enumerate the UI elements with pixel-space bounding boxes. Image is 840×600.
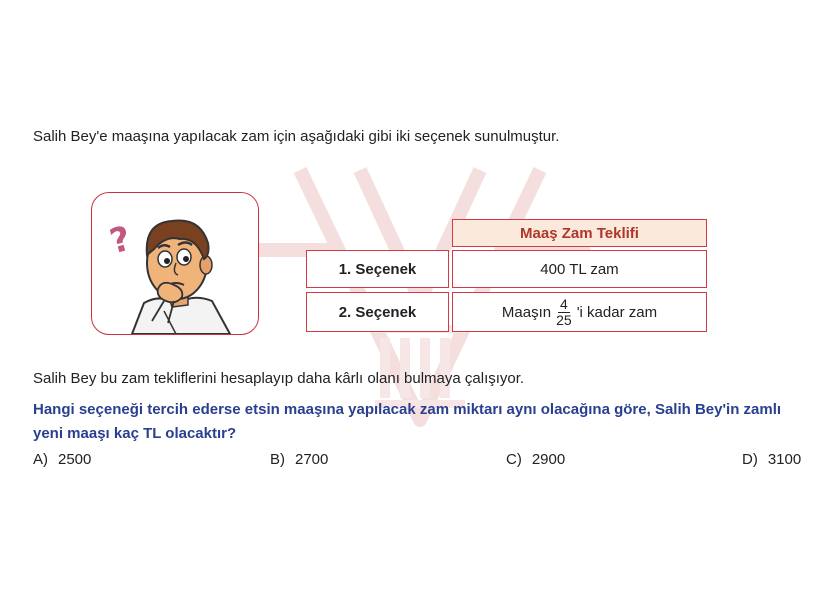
option-2-prefix: Maaşın <box>501 303 552 321</box>
fraction <box>554 297 574 328</box>
option-letter: A) <box>33 451 48 468</box>
option-2-suffix: 'i kadar zam <box>576 303 658 321</box>
answer-option-a[interactable] <box>33 451 91 468</box>
option-1-label: 1. Seçenek <box>306 250 449 288</box>
option-value: 2700 <box>295 451 329 468</box>
fraction-numerator: 4 <box>560 295 568 312</box>
table-header: Maaş Zam Teklifi <box>452 219 707 247</box>
answer-option-d[interactable] <box>742 451 801 468</box>
intro-text: Salih Bey'e maaşına yapılacak zam için aşağıdaki gibi iki seçenek sunulmuştur. <box>33 128 560 145</box>
answer-option-b[interactable] <box>270 451 328 468</box>
question-mark-icon: ? <box>105 218 136 263</box>
question-text: Hangi seçeneği tercih ederse etsin maaşına yapılacak zam miktarı aynı olacağına göre, Salih Bey'in zamlı yeni maaşı kaç TL olacaktır? <box>33 401 782 442</box>
fraction-denominator: 25 <box>556 311 572 328</box>
option-value: 2500 <box>58 451 92 468</box>
description-text: Salih Bey bu zam tekliflerini hesaplayıp daha kârlı olanı bulmaya çalışıyor. <box>33 370 525 387</box>
option-value: 3100 <box>767 451 802 468</box>
option-2-value <box>452 292 707 332</box>
option-letter: C) <box>506 451 522 468</box>
option-value: 2900 <box>531 451 566 468</box>
thinking-man-icon <box>92 193 258 334</box>
answer-option-c[interactable] <box>506 451 565 468</box>
option-2-label: 2. Seçenek <box>306 292 449 332</box>
option-letter: D) <box>742 451 758 468</box>
option-1-value: 400 TL zam <box>452 250 707 288</box>
option-letter: B) <box>270 451 285 468</box>
thinking-man-illustration <box>91 192 259 335</box>
